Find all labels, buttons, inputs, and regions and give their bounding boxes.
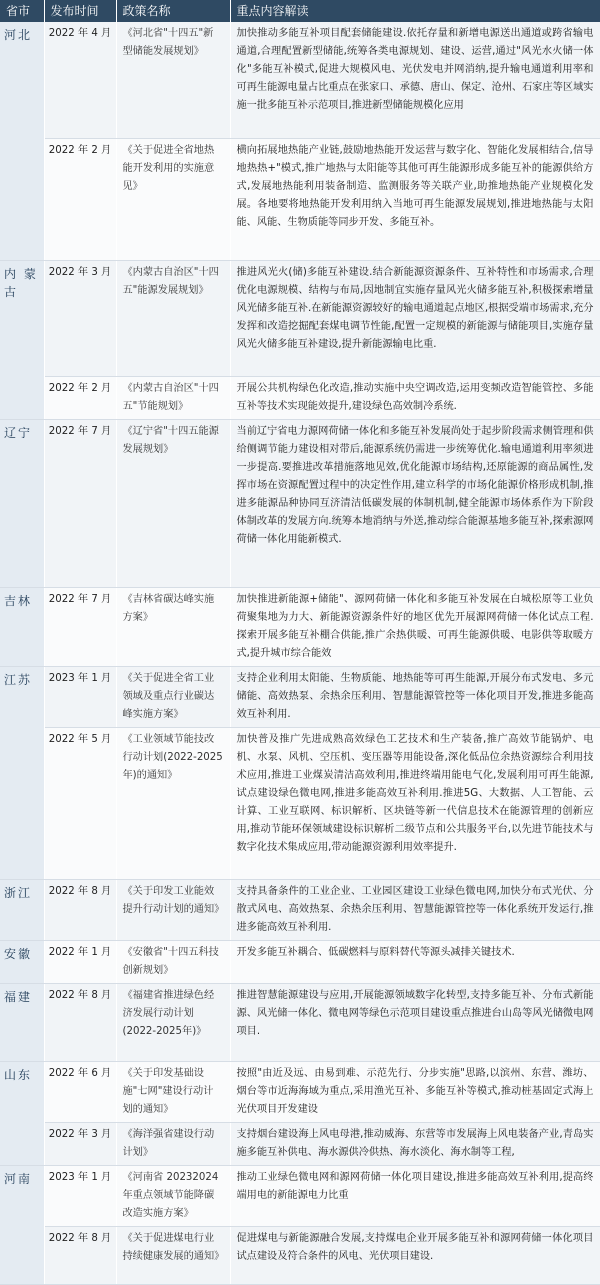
- content-cell: 推进风光火(储)多能互补建设.结合新能源资源条件、互补特性和市场需求,合理优化电源规模、结构与布局,因地制宜实施存量风光火储多能互补,积极探索增量风光储多能互补.在新能源资源较好的输电通道起点地区,根据受端市场需求,充分发挥和改造挖掘配套煤电调节性能,配置一定规模的新能源与储能项目,实施存量风光火储多能互补建设,提升新能源输电比重.: [230, 260, 600, 376]
- province-cell: 安徽: [0, 940, 44, 983]
- table-row: [0, 727, 600, 879]
- table-row: [0, 666, 600, 727]
- date-cell: 2022 年 2 月: [44, 376, 116, 419]
- content-cell: 加快推动多能互补项目配套储能建设.依托存量和新增电源送出通道或跨省输电通道,合理配置新型储能,统筹各类电源规划、建设、运营,通过"风光水火储一体化"多能互补模式,促进大规模风电、光伏发电并网消纳,提升输电通道利用率和可再生能源电量占比重点在张家口、承德、唐山、保定、沧州、石家庄等区域实施一批多能互补示范项目,推进新型储能规模化应用: [230, 22, 600, 138]
- policy-name-cell: 《关于促进煤电行业持续健康发展的通知》: [116, 1226, 230, 1284]
- policy-name-cell: 《关于印发工业能效提升行动计划的通知》: [116, 879, 230, 940]
- header-policy-name: 政策名称: [116, 0, 230, 22]
- date-cell: 2022 年 8 月: [44, 879, 116, 940]
- date-cell: 2022 年 3 月: [44, 1122, 116, 1165]
- content-cell: 加快普及推广先进成熟高效绿色工艺技术和生产装备,推广高效节能锅炉、电机、水泵、风机、空压机、变压器等用能设备,深化低品位余热资源综合利用技术应用,推进工业煤炭清洁高效利用,推进终端用能电气化,发展利用可再生能源,试点建设绿色微电网,推进多能高效互补利用.推进5G、大数据、人工智能、云计算、工业互联网、标识解析、区块链等新一代信息技术在能源管理的创新应用,推动节能环保领域建设标识解析二级节点和公共服务平台,以先进节能技术与数字化技术集成应用,带动能源资源利用效率提升.: [230, 727, 600, 879]
- date-cell: 2022 年 3 月: [44, 260, 116, 376]
- content-cell: 支持烟台建设海上风电母港,推动威海、东营等市发展海上风电装备产业,青岛实施多能互补供电、海水源供冷供热、海水淡化、海水制等工程,: [230, 1122, 600, 1165]
- policy-name-cell: 《海洋强省建设行动计划》: [116, 1122, 230, 1165]
- table-row: [0, 1165, 600, 1226]
- policy-name-cell: 《关于促进全省地热能开发利用的实施意见》: [116, 138, 230, 260]
- content-cell: 加快推进新能源+储能"、源网荷储一体化和多能互补发展在白城松原等工业负荷聚集地为力大、新能源资源条件好的地区优先开展源网荷储一体化试点工程.探索开展多能互补棚合供能,推广余热供暖、可再生能源供暖、电影供等取暖方式,提升城市综合能效: [230, 587, 600, 666]
- province-cell: 江苏: [0, 666, 44, 879]
- policy-name-cell: 《吉林省碳达峰实施方案》: [116, 587, 230, 666]
- policy-name-cell: 《辽宁省"十四五能源发展规划》: [116, 419, 230, 587]
- table-row: [0, 1122, 600, 1165]
- table-row: [0, 879, 600, 940]
- content-cell: 促进煤电与新能源融合发展,支持煤电企业开展多能互补和源网荷储一体化项目试点建设及符合条件的风电、光伏项目建设.: [230, 1226, 600, 1284]
- table-row: [0, 1061, 600, 1122]
- date-cell: 2022 年 6 月: [44, 1061, 116, 1122]
- province-cell: 山东: [0, 1061, 44, 1165]
- date-cell: 2023 年 1 月: [44, 666, 116, 727]
- header-date: 发布时间: [44, 0, 116, 22]
- policy-name-cell: 《关于促进全省工业领域及重点行业碳达峰实施方案》: [116, 666, 230, 727]
- province-cell: 福建: [0, 983, 44, 1061]
- content-cell: 当前辽宁省电力源网荷储一体化和多能互补发展尚处于起步阶段需求侧管理和供给侧调节能力建设相对带后,能源系统仍需进一步统筹优化.输电通道利用率须进一步提高.要推进改革措施落地见效,优化能源市场结构,还原能源的商品属性,发挥市场在资源配置过程中的决定性作用,建立科学的市场化能源价格形成机制,推进多能源品种协同互济清洁低碳发展的体制机制,健全能源市场体系作为下阶段体制改革的发展方向.统筹本地消纳与外送,推动综合能源基地多能互补,探索源网荷储一体化用能新模式.: [230, 419, 600, 587]
- table-row: [0, 587, 600, 666]
- content-cell: 推动工业绿色微电网和源网荷储一体化项目建设,推进多能高效互补利用,提高终端用电的新能源电力比重: [230, 1165, 600, 1226]
- content-cell: 横向拓展地热能产业链,鼓励地热能开发运营与数字化、智能化发展相结合,信导地热热+"模式,推广地热与太阳能等其他可再生能源形成多能互补的能源供给方式,发展地热能利用装备制造、监测服务等关联产业,助推地热能产业规模化发展。各地要将地热能开发利用纳入当地可再生能源发展规划,推进地热能与太阳能、风能、生物质能等同步开发、多能互补。: [230, 138, 600, 260]
- date-cell: 2022 年 8 月: [44, 983, 116, 1061]
- table-row: [0, 419, 600, 587]
- policy-name-cell: 《内蒙古自治区"十四五"能源发展规划》: [116, 260, 230, 376]
- policy-name-cell: 《工业领域节能技改行动计划(2022-2025年)的通知》: [116, 727, 230, 879]
- header-province: 省市: [0, 0, 44, 22]
- date-cell: 2022 年 1 月: [44, 940, 116, 983]
- content-cell: 开展公共机构绿色化改造,推动实施中央空调改造,运用变频改造智能管控、多能互补等技术实现能效提升,建设绿色高效制冷系统.: [230, 376, 600, 419]
- province-cell: 河南: [0, 1165, 44, 1284]
- policy-name-cell: 《内蒙古自治区"十四五"节能规划》: [116, 376, 230, 419]
- date-cell: 2022 年 7 月: [44, 419, 116, 587]
- content-cell: 开发多能互补耦合、低碳燃料与原料替代等源头减排关键技术.: [230, 940, 600, 983]
- policy-name-cell: 《安徽省"十四五科技创新规划》: [116, 940, 230, 983]
- province-cell: 辽宁: [0, 419, 44, 587]
- content-cell: 支持企业利用太阳能、生物质能、地热能等可再生能源,开展分布式发电、多元储能、高效热泵、余热余压利用、智慧能源管控等一体化项目开发,推进多能高效互补利用.: [230, 666, 600, 727]
- policy-name-cell: 《河南省 20232024 年重点领域节能降碳改造实施方案》: [116, 1165, 230, 1226]
- date-cell: 2022 年 7 月: [44, 587, 116, 666]
- table-row: [0, 940, 600, 983]
- province-cell: 吉林: [0, 587, 44, 666]
- table-row: [0, 1226, 600, 1284]
- province-cell: 浙江: [0, 879, 44, 940]
- policy-name-cell: 《河北省"十四五"新型储能发展规划》: [116, 22, 230, 138]
- header-row: [0, 0, 600, 22]
- table-row: [0, 376, 600, 419]
- content-cell: 推进智慧能源建设与应用,开展能源领域数字化转型,支持多能互补、分布式新能源、风光储一体化、微电网等绿色示范项目建设重点推进台山岛等风光储微电网项目.: [230, 983, 600, 1061]
- date-cell: 2022 年 8 月: [44, 1226, 116, 1284]
- province-cell: 河北: [0, 22, 44, 260]
- province-cell: 内 蒙 古: [0, 260, 44, 419]
- content-cell: 按照"由近及远、由易到难、示范先行、分步实施"思路,以滨州、东营、潍坊、烟台等市近海海域为重点,采用渔光互补、多能互补等模式,推动桩基固定式海上光伏项目开发建设: [230, 1061, 600, 1122]
- policy-name-cell: 《关于印发基础设施"七网"建设行动计划的通知》: [116, 1061, 230, 1122]
- date-cell: 2022 年 2 月: [44, 138, 116, 260]
- date-cell: 2022 年 5 月: [44, 727, 116, 879]
- header-content: 重点内容解读: [230, 0, 600, 22]
- table-row: [0, 983, 600, 1061]
- table-row: [0, 138, 600, 260]
- table-row: [0, 22, 600, 138]
- date-cell: 2022 年 4 月: [44, 22, 116, 138]
- date-cell: 2023 年 1 月: [44, 1165, 116, 1226]
- content-cell: 支持具备条件的工业企业、工业园区建设工业绿色微电网,加快分布式光伏、分散式风电、高效热泵、余热余压利用、智慧能源管控等一体化系统开发运行,推进多能高效互补利用.: [230, 879, 600, 940]
- policy-name-cell: 《福建省推进绿色经济发展行动计划(2022-2025年)》: [116, 983, 230, 1061]
- table-row: [0, 260, 600, 376]
